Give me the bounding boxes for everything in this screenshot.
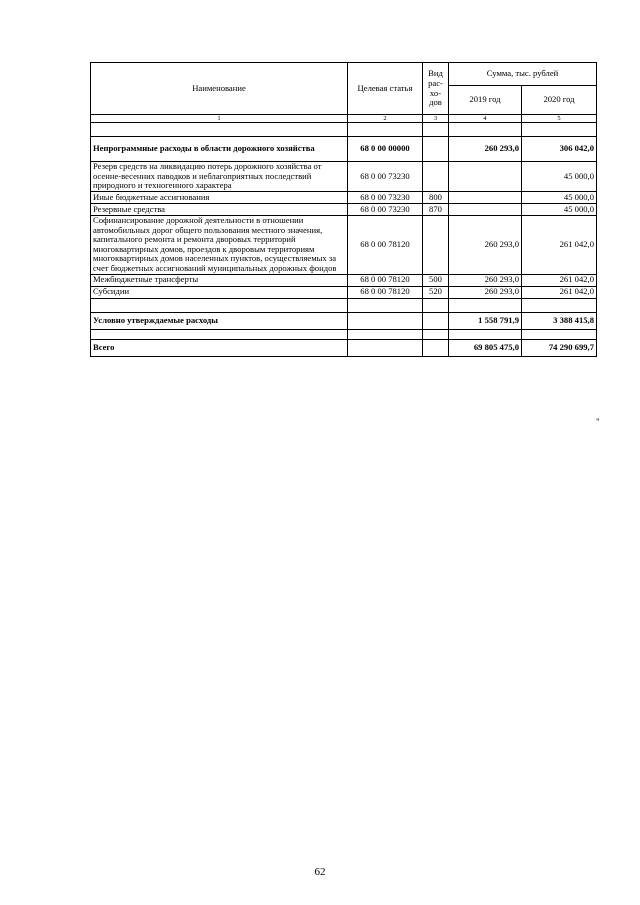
row-2020: 45 000,0 bbox=[522, 191, 597, 203]
row-type: 520 bbox=[423, 286, 449, 298]
table-row bbox=[91, 162, 597, 192]
row-type bbox=[423, 137, 449, 162]
row-2019: 260 293,0 bbox=[449, 137, 522, 162]
row-type: 870 bbox=[423, 203, 449, 215]
total-2019: 69 805 475,0 bbox=[449, 339, 522, 356]
header-amount: Сумма, тыс. рублей bbox=[449, 63, 597, 86]
row-2020: 261 042,0 bbox=[522, 215, 597, 274]
blank-row bbox=[91, 298, 597, 312]
row-2020: 261 042,0 bbox=[522, 274, 597, 286]
column-number: 2 bbox=[348, 115, 423, 123]
conditional-row bbox=[91, 312, 597, 329]
conditional-name: Условно утверждаемые расходы bbox=[91, 312, 348, 329]
row-article: 68 0 00 78120 bbox=[348, 274, 423, 286]
row-2020: 45 000,0 bbox=[522, 162, 597, 192]
column-number: 1 bbox=[91, 115, 348, 123]
row-article: 68 0 00 73230 bbox=[348, 191, 423, 203]
total-2020: 74 290 699,7 bbox=[522, 339, 597, 356]
row-name: Софинансирование дорожной деятельности в отношении автомобильных дорог общего пользования местного значения, капитального ремонта и ремонта дворовых территорий многоквартирных домов, проездов к дворовым территориям многоквартирных домов населенных пунктов, осуществляемых за счет бюджетных ассигнований муниципальных дорожных фондов bbox=[91, 215, 348, 274]
row-name: Резервные средства bbox=[91, 203, 348, 215]
row-type: 500 bbox=[423, 274, 449, 286]
row-2019 bbox=[449, 162, 522, 192]
row-2020: 306 042,0 bbox=[522, 137, 597, 162]
header-year-2020: 2020 год bbox=[522, 86, 597, 115]
blank-row bbox=[91, 329, 597, 339]
header-year-2019: 2019 год bbox=[449, 86, 522, 115]
table-row bbox=[91, 203, 597, 215]
row-name: Резерв средств на ликвидацию потерь дорожного хозяйства от осенне-весенних паводков и неблагоприятных последствий природного и техногенного характера bbox=[91, 162, 348, 192]
conditional-2019: 1 558 791,9 bbox=[449, 312, 522, 329]
column-number-row bbox=[91, 115, 597, 123]
row-2019 bbox=[449, 203, 522, 215]
budget-table bbox=[90, 62, 597, 357]
table-row bbox=[91, 274, 597, 286]
table-row bbox=[91, 191, 597, 203]
row-type: 800 bbox=[423, 191, 449, 203]
page-number: 62 bbox=[314, 866, 326, 878]
total-name: Всего bbox=[91, 339, 348, 356]
header-target-article: Целевая статья bbox=[348, 63, 423, 115]
row-2019: 260 293,0 bbox=[449, 215, 522, 274]
closing-quote-mark: " bbox=[596, 417, 600, 427]
column-number: 5 bbox=[522, 115, 597, 123]
row-name: Субсидии bbox=[91, 286, 348, 298]
row-name: Иные бюджетные ассигнования bbox=[91, 191, 348, 203]
row-article: 68 0 00 78120 bbox=[348, 215, 423, 274]
column-number: 4 bbox=[449, 115, 522, 123]
row-2019: 260 293,0 bbox=[449, 286, 522, 298]
row-2019: 260 293,0 bbox=[449, 274, 522, 286]
row-name: Межбюджетные трансферты bbox=[91, 274, 348, 286]
row-article: 68 0 00 78120 bbox=[348, 286, 423, 298]
row-article: 68 0 00 73230 bbox=[348, 203, 423, 215]
column-number: 3 bbox=[423, 115, 449, 123]
total-row bbox=[91, 339, 597, 356]
row-type bbox=[423, 215, 449, 274]
table-row bbox=[91, 215, 597, 274]
conditional-2020: 3 388 415,8 bbox=[522, 312, 597, 329]
blank-row bbox=[91, 123, 597, 137]
row-2020: 261 042,0 bbox=[522, 286, 597, 298]
row-2020: 45 000,0 bbox=[522, 203, 597, 215]
header-name: Наименование bbox=[91, 63, 348, 115]
table-row bbox=[91, 286, 597, 298]
table-row bbox=[91, 137, 597, 162]
row-2019 bbox=[449, 191, 522, 203]
row-article: 68 0 00 73230 bbox=[348, 162, 423, 192]
header-expense-type: Вид рас-хо-дов bbox=[423, 63, 449, 115]
row-article: 68 0 00 00000 bbox=[348, 137, 423, 162]
row-type bbox=[423, 162, 449, 192]
row-name: Непрограммные расходы в области дорожного хозяйства bbox=[91, 137, 348, 162]
